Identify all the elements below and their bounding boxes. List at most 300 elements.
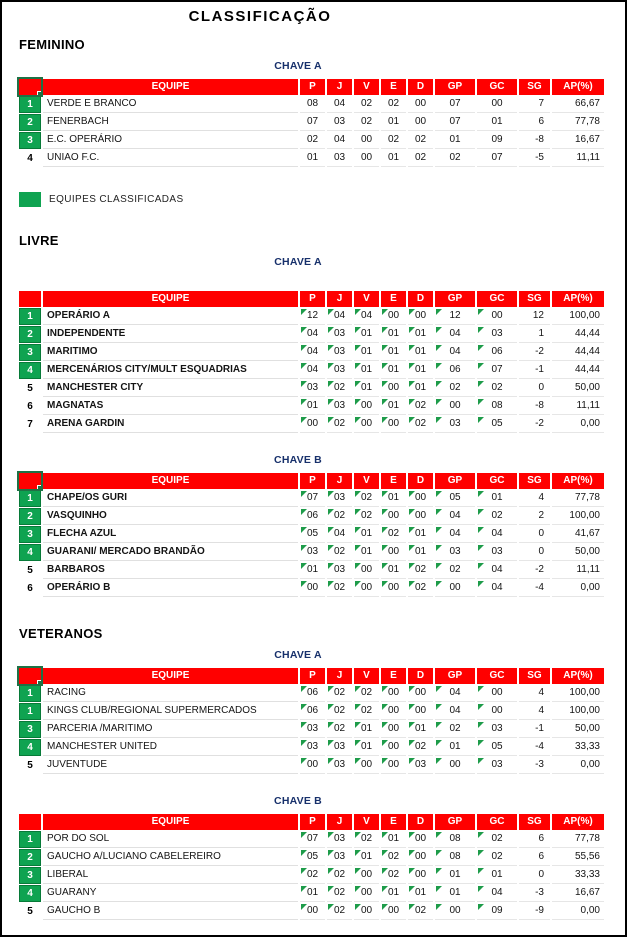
stat-cell[interactable]: 00 — [408, 867, 433, 884]
stat-cell[interactable]: 00 — [477, 685, 517, 702]
stat-header-cell[interactable]: D — [408, 291, 433, 307]
position-cell[interactable]: 1 — [19, 96, 41, 113]
stat-header-cell[interactable]: V — [354, 668, 379, 684]
team-cell[interactable]: MAGNATAS — [43, 398, 298, 415]
stat-cell[interactable]: 03 — [300, 544, 325, 561]
stat-cell[interactable]: 03 — [477, 326, 517, 343]
stat-cell[interactable]: 04 — [435, 344, 475, 361]
stat-cell[interactable]: 04 — [327, 526, 352, 543]
stat-cell[interactable]: 03 — [300, 739, 325, 756]
stat-cell[interactable]: 00 — [354, 757, 379, 774]
team-cell[interactable]: PARCERIA /MARITIMO — [43, 721, 298, 738]
stat-cell[interactable]: -1 — [519, 362, 550, 379]
stat-cell[interactable]: 02 — [477, 831, 517, 848]
stat-cell[interactable]: 00 — [435, 580, 475, 597]
team-cell[interactable]: VERDE E BRANCO — [43, 96, 298, 113]
stat-cell[interactable]: 00 — [408, 308, 433, 325]
team-cell[interactable]: GUARANY — [43, 885, 298, 902]
stat-cell[interactable]: 00 — [477, 703, 517, 720]
stat-cell[interactable]: 01 — [408, 885, 433, 902]
stat-header-cell[interactable]: J — [327, 291, 352, 307]
stat-cell[interactable]: 0,00 — [552, 757, 604, 774]
position-cell[interactable]: 1 — [19, 308, 41, 325]
stat-cell[interactable]: 02 — [300, 867, 325, 884]
stat-cell[interactable]: 55,56 — [552, 849, 604, 866]
stat-cell[interactable]: 01 — [354, 344, 379, 361]
stat-cell[interactable]: 02 — [354, 114, 379, 131]
stat-cell[interactable]: 01 — [354, 362, 379, 379]
stat-cell[interactable]: 01 — [408, 326, 433, 343]
stat-cell[interactable]: 01 — [354, 326, 379, 343]
stat-header-cell[interactable]: E — [381, 473, 406, 489]
stat-cell[interactable]: 00 — [354, 903, 379, 920]
stat-cell[interactable]: 07 — [477, 150, 517, 167]
stat-header-cell[interactable]: D — [408, 79, 433, 95]
stat-cell[interactable]: 01 — [381, 562, 406, 579]
stat-header-cell[interactable]: E — [381, 291, 406, 307]
stat-cell[interactable]: 01 — [408, 380, 433, 397]
team-cell[interactable]: POR DO SOL — [43, 831, 298, 848]
stat-cell[interactable]: 08 — [477, 398, 517, 415]
stat-cell[interactable]: -2 — [519, 416, 550, 433]
stat-cell[interactable]: 12 — [519, 308, 550, 325]
team-cell[interactable]: MANCHESTER CITY — [43, 380, 298, 397]
stat-cell[interactable]: 12 — [435, 308, 475, 325]
stat-header-cell[interactable]: V — [354, 291, 379, 307]
stat-cell[interactable]: 01 — [477, 490, 517, 507]
stat-cell[interactable]: 00 — [408, 508, 433, 525]
stat-cell[interactable]: 03 — [327, 739, 352, 756]
stat-cell[interactable]: 08 — [435, 849, 475, 866]
stat-cell[interactable]: 100,00 — [552, 508, 604, 525]
stat-cell[interactable]: 4 — [519, 685, 550, 702]
stat-cell[interactable]: 03 — [327, 490, 352, 507]
stat-cell[interactable]: 01 — [381, 344, 406, 361]
stat-header-cell[interactable]: D — [408, 668, 433, 684]
stat-cell[interactable]: 00 — [381, 580, 406, 597]
stat-cell[interactable]: 03 — [477, 721, 517, 738]
stat-cell[interactable]: 02 — [408, 416, 433, 433]
stat-cell[interactable]: 01 — [435, 739, 475, 756]
stat-cell[interactable]: 02 — [354, 96, 379, 113]
stat-cell[interactable]: 03 — [327, 849, 352, 866]
stat-header-cell[interactable]: SG — [519, 668, 550, 684]
stat-header-cell[interactable]: P — [300, 668, 325, 684]
stat-cell[interactable]: 04 — [300, 344, 325, 361]
stat-cell[interactable]: 06 — [300, 508, 325, 525]
stat-header-cell[interactable]: SG — [519, 79, 550, 95]
stat-cell[interactable]: -2 — [519, 344, 550, 361]
team-cell[interactable]: GUARANI/ MERCADO BRANDÃO — [43, 544, 298, 561]
stat-cell[interactable]: -4 — [519, 739, 550, 756]
position-cell[interactable]: 6 — [27, 582, 33, 594]
stat-cell[interactable]: 01 — [354, 849, 379, 866]
stat-header-cell[interactable]: GP — [435, 79, 475, 95]
stat-cell[interactable]: 01 — [354, 544, 379, 561]
stat-header-cell[interactable]: V — [354, 814, 379, 830]
stat-cell[interactable]: 02 — [327, 703, 352, 720]
stat-cell[interactable]: 00 — [408, 703, 433, 720]
stat-cell[interactable]: 00 — [408, 831, 433, 848]
stat-header-cell[interactable]: GP — [435, 473, 475, 489]
corner-cell[interactable] — [19, 668, 41, 684]
stat-cell[interactable]: 01 — [354, 380, 379, 397]
stat-cell[interactable]: 77,78 — [552, 831, 604, 848]
stat-cell[interactable]: 07 — [300, 831, 325, 848]
stat-cell[interactable]: 02 — [381, 849, 406, 866]
stat-header-cell[interactable]: E — [381, 814, 406, 830]
team-cell[interactable]: MARITIMO — [43, 344, 298, 361]
stat-cell[interactable]: 01 — [435, 885, 475, 902]
stat-header-cell[interactable]: SG — [519, 291, 550, 307]
position-cell[interactable]: 4 — [19, 739, 41, 756]
stat-cell[interactable]: -8 — [519, 398, 550, 415]
position-cell[interactable]: 4 — [27, 152, 33, 164]
stat-cell[interactable]: -3 — [519, 885, 550, 902]
stat-cell[interactable]: 04 — [477, 562, 517, 579]
stat-cell[interactable]: 07 — [300, 490, 325, 507]
stat-cell[interactable]: 02 — [435, 150, 475, 167]
stat-cell[interactable]: 04 — [435, 703, 475, 720]
team-cell[interactable]: ARENA GARDIN — [43, 416, 298, 433]
stat-cell[interactable]: 00 — [300, 757, 325, 774]
position-cell[interactable]: 3 — [19, 867, 41, 884]
team-cell[interactable]: E.C. OPERÁRIO — [43, 132, 298, 149]
stat-cell[interactable]: 04 — [477, 526, 517, 543]
stat-cell[interactable]: 00 — [300, 416, 325, 433]
stat-header-cell[interactable]: E — [381, 668, 406, 684]
equipe-header-cell[interactable]: EQUIPE — [43, 814, 298, 830]
stat-cell[interactable]: 00 — [381, 544, 406, 561]
corner-cell[interactable] — [19, 814, 41, 830]
stat-cell[interactable]: 02 — [327, 416, 352, 433]
stat-cell[interactable]: 04 — [477, 885, 517, 902]
stat-cell[interactable]: 00 — [435, 398, 475, 415]
stat-cell[interactable]: 06 — [300, 685, 325, 702]
team-cell[interactable]: GAUCHO A/LUCIANO CABELEREIRO — [43, 849, 298, 866]
stat-cell[interactable]: 11,11 — [552, 562, 604, 579]
stat-cell[interactable]: 02 — [408, 903, 433, 920]
stat-cell[interactable]: 03 — [300, 380, 325, 397]
stat-cell[interactable]: 33,33 — [552, 867, 604, 884]
stat-cell[interactable]: 00 — [381, 721, 406, 738]
stat-cell[interactable]: 00 — [408, 490, 433, 507]
stat-cell[interactable]: 07 — [435, 114, 475, 131]
stat-header-cell[interactable]: P — [300, 291, 325, 307]
stat-cell[interactable]: 00 — [381, 508, 406, 525]
stat-cell[interactable]: 08 — [435, 831, 475, 848]
stat-cell[interactable]: 00 — [381, 739, 406, 756]
stat-cell[interactable]: 01 — [435, 132, 475, 149]
stat-cell[interactable]: 01 — [408, 362, 433, 379]
position-cell[interactable]: 4 — [19, 885, 41, 902]
stat-cell[interactable]: 03 — [477, 544, 517, 561]
stat-cell[interactable]: 02 — [354, 685, 379, 702]
position-cell[interactable]: 1 — [19, 831, 41, 848]
stat-cell[interactable]: 03 — [327, 757, 352, 774]
stat-cell[interactable]: -9 — [519, 903, 550, 920]
corner-cell[interactable] — [19, 473, 41, 489]
stat-cell[interactable]: 00 — [354, 885, 379, 902]
stat-header-cell[interactable]: AP(%) — [552, 814, 604, 830]
stat-cell[interactable]: 03 — [435, 544, 475, 561]
stat-cell[interactable]: 07 — [435, 96, 475, 113]
team-cell[interactable]: FENERBACH — [43, 114, 298, 131]
stat-cell[interactable]: 4 — [519, 490, 550, 507]
stat-cell[interactable]: 100,00 — [552, 308, 604, 325]
position-cell[interactable]: 3 — [19, 132, 41, 149]
stat-cell[interactable]: 04 — [327, 308, 352, 325]
stat-cell[interactable]: 50,00 — [552, 380, 604, 397]
stat-header-cell[interactable]: GC — [477, 291, 517, 307]
position-cell[interactable]: 5 — [27, 759, 33, 771]
team-cell[interactable]: UNIAO F.C. — [43, 150, 298, 167]
stat-cell[interactable]: 01 — [408, 544, 433, 561]
team-cell[interactable]: LIBERAL — [43, 867, 298, 884]
position-cell[interactable]: 5 — [27, 905, 33, 917]
stat-cell[interactable]: 02 — [477, 380, 517, 397]
team-cell[interactable]: FLECHA AZUL — [43, 526, 298, 543]
stat-cell[interactable]: 07 — [300, 114, 325, 131]
stat-header-cell[interactable]: SG — [519, 473, 550, 489]
stat-cell[interactable]: -2 — [519, 562, 550, 579]
stat-cell[interactable]: 00 — [408, 114, 433, 131]
position-cell[interactable]: 2 — [19, 508, 41, 525]
stat-cell[interactable]: 00 — [408, 849, 433, 866]
position-cell[interactable]: 2 — [19, 849, 41, 866]
stat-header-cell[interactable]: AP(%) — [552, 473, 604, 489]
position-cell[interactable]: 7 — [27, 418, 33, 430]
stat-cell[interactable]: 00 — [477, 96, 517, 113]
stat-cell[interactable]: 01 — [381, 831, 406, 848]
position-cell[interactable]: 6 — [27, 400, 33, 412]
stat-header-cell[interactable]: J — [327, 668, 352, 684]
stat-cell[interactable]: 02 — [327, 903, 352, 920]
stat-header-cell[interactable]: P — [300, 814, 325, 830]
stat-cell[interactable]: 02 — [327, 580, 352, 597]
stat-cell[interactable]: 00 — [354, 580, 379, 597]
team-cell[interactable]: OPERÁRIO A — [43, 308, 298, 325]
stat-cell[interactable]: 02 — [408, 580, 433, 597]
position-cell[interactable]: 1 — [19, 490, 41, 507]
position-cell[interactable]: 2 — [19, 326, 41, 343]
stat-cell[interactable]: 01 — [477, 114, 517, 131]
stat-cell[interactable]: 01 — [300, 150, 325, 167]
stat-header-cell[interactable]: GP — [435, 668, 475, 684]
stat-cell[interactable]: 06 — [300, 703, 325, 720]
stat-header-cell[interactable]: D — [408, 473, 433, 489]
stat-cell[interactable]: 04 — [435, 508, 475, 525]
stat-cell[interactable]: 0,00 — [552, 416, 604, 433]
stat-cell[interactable]: 03 — [327, 326, 352, 343]
team-cell[interactable]: VASQUINHO — [43, 508, 298, 525]
stat-cell[interactable]: 02 — [327, 885, 352, 902]
stat-cell[interactable]: 02 — [300, 132, 325, 149]
stat-header-cell[interactable]: AP(%) — [552, 291, 604, 307]
stat-header-cell[interactable]: D — [408, 814, 433, 830]
stat-cell[interactable]: 03 — [327, 831, 352, 848]
stat-cell[interactable]: 00 — [381, 903, 406, 920]
stat-cell[interactable]: 00 — [477, 308, 517, 325]
stat-cell[interactable]: 00 — [435, 757, 475, 774]
stat-header-cell[interactable]: GP — [435, 814, 475, 830]
stat-cell[interactable]: 7 — [519, 96, 550, 113]
stat-cell[interactable]: 02 — [327, 685, 352, 702]
position-cell[interactable]: 1 — [19, 685, 41, 702]
stat-cell[interactable]: 100,00 — [552, 703, 604, 720]
stat-cell[interactable]: 03 — [435, 416, 475, 433]
stat-cell[interactable]: 07 — [477, 362, 517, 379]
stat-cell[interactable]: 04 — [435, 526, 475, 543]
stat-cell[interactable]: 00 — [408, 685, 433, 702]
stat-cell[interactable]: 02 — [354, 703, 379, 720]
position-cell[interactable]: 4 — [19, 362, 41, 379]
stat-cell[interactable]: 01 — [381, 326, 406, 343]
stat-cell[interactable]: 01 — [300, 885, 325, 902]
stat-cell[interactable]: 00 — [381, 757, 406, 774]
corner-cell[interactable] — [19, 291, 41, 307]
position-cell[interactable]: 5 — [27, 564, 33, 576]
stat-cell[interactable]: -5 — [519, 150, 550, 167]
stat-cell[interactable]: 09 — [477, 132, 517, 149]
stat-cell[interactable]: 0 — [519, 526, 550, 543]
stat-cell[interactable]: 00 — [354, 562, 379, 579]
stat-cell[interactable]: 00 — [381, 416, 406, 433]
stat-cell[interactable]: 00 — [354, 150, 379, 167]
stat-cell[interactable]: 06 — [435, 362, 475, 379]
stat-cell[interactable]: 03 — [327, 114, 352, 131]
stat-cell[interactable]: 02 — [408, 562, 433, 579]
stat-cell[interactable]: 11,11 — [552, 398, 604, 415]
stat-header-cell[interactable]: J — [327, 814, 352, 830]
stat-cell[interactable]: 04 — [327, 132, 352, 149]
stat-header-cell[interactable]: J — [327, 79, 352, 95]
stat-header-cell[interactable]: AP(%) — [552, 79, 604, 95]
stat-cell[interactable]: 01 — [381, 114, 406, 131]
stat-cell[interactable]: 50,00 — [552, 721, 604, 738]
team-cell[interactable]: JUVENTUDE — [43, 757, 298, 774]
stat-cell[interactable]: 02 — [408, 150, 433, 167]
stat-cell[interactable]: 44,44 — [552, 362, 604, 379]
stat-header-cell[interactable]: GC — [477, 473, 517, 489]
equipe-header-cell[interactable]: EQUIPE — [43, 473, 298, 489]
stat-cell[interactable]: 77,78 — [552, 114, 604, 131]
stat-cell[interactable]: -1 — [519, 721, 550, 738]
stat-cell[interactable]: 03 — [327, 398, 352, 415]
stat-cell[interactable]: 01 — [300, 562, 325, 579]
stat-cell[interactable]: 01 — [408, 344, 433, 361]
stat-header-cell[interactable]: E — [381, 79, 406, 95]
stat-cell[interactable]: 05 — [477, 416, 517, 433]
stat-cell[interactable]: 04 — [477, 580, 517, 597]
position-cell[interactable]: 2 — [19, 114, 41, 131]
stat-cell[interactable]: 01 — [381, 885, 406, 902]
stat-cell[interactable]: 0,00 — [552, 903, 604, 920]
stat-header-cell[interactable]: GC — [477, 814, 517, 830]
team-cell[interactable]: MANCHESTER UNITED — [43, 739, 298, 756]
stat-cell[interactable]: 05 — [300, 849, 325, 866]
stat-cell[interactable]: 02 — [381, 96, 406, 113]
stat-cell[interactable]: 02 — [327, 867, 352, 884]
stat-cell[interactable]: 04 — [354, 308, 379, 325]
equipe-header-cell[interactable]: EQUIPE — [43, 79, 298, 95]
stat-cell[interactable]: 00 — [300, 903, 325, 920]
stat-cell[interactable]: 01 — [381, 490, 406, 507]
stat-cell[interactable]: 09 — [477, 903, 517, 920]
stat-cell[interactable]: 50,00 — [552, 544, 604, 561]
stat-cell[interactable]: 01 — [354, 721, 379, 738]
stat-cell[interactable]: 01 — [381, 398, 406, 415]
stat-header-cell[interactable]: GC — [477, 79, 517, 95]
stat-header-cell[interactable]: V — [354, 473, 379, 489]
stat-cell[interactable]: 01 — [408, 721, 433, 738]
stat-cell[interactable]: -4 — [519, 580, 550, 597]
stat-cell[interactable]: 00 — [381, 703, 406, 720]
stat-cell[interactable]: 01 — [477, 867, 517, 884]
stat-cell[interactable]: 1 — [519, 326, 550, 343]
stat-cell[interactable]: 04 — [435, 326, 475, 343]
stat-cell[interactable]: 01 — [435, 867, 475, 884]
stat-cell[interactable]: 00 — [354, 398, 379, 415]
equipe-header-cell[interactable]: EQUIPE — [43, 291, 298, 307]
stat-cell[interactable]: 03 — [300, 721, 325, 738]
stat-cell[interactable]: 16,67 — [552, 885, 604, 902]
team-cell[interactable]: OPERÁRIO B — [43, 580, 298, 597]
stat-cell[interactable]: 02 — [435, 380, 475, 397]
stat-cell[interactable]: 00 — [381, 308, 406, 325]
stat-cell[interactable]: 41,67 — [552, 526, 604, 543]
stat-cell[interactable]: 01 — [354, 739, 379, 756]
stat-cell[interactable]: 16,67 — [552, 132, 604, 149]
stat-cell[interactable]: 01 — [381, 150, 406, 167]
stat-cell[interactable]: -8 — [519, 132, 550, 149]
stat-cell[interactable]: 03 — [477, 757, 517, 774]
stat-cell[interactable]: 12 — [300, 308, 325, 325]
stat-cell[interactable]: 00 — [408, 96, 433, 113]
stat-cell[interactable]: 01 — [408, 526, 433, 543]
stat-cell[interactable]: 04 — [327, 96, 352, 113]
stat-cell[interactable]: 100,00 — [552, 685, 604, 702]
stat-header-cell[interactable]: AP(%) — [552, 668, 604, 684]
stat-cell[interactable]: 66,67 — [552, 96, 604, 113]
stat-cell[interactable]: 03 — [408, 757, 433, 774]
stat-cell[interactable]: 6 — [519, 114, 550, 131]
stat-cell[interactable]: 02 — [381, 526, 406, 543]
stat-cell[interactable]: 02 — [408, 739, 433, 756]
stat-cell[interactable]: 04 — [300, 362, 325, 379]
stat-cell[interactable]: 02 — [435, 721, 475, 738]
stat-cell[interactable]: 00 — [354, 132, 379, 149]
position-cell[interactable]: 5 — [27, 382, 33, 394]
stat-cell[interactable]: 0,00 — [552, 580, 604, 597]
stat-cell[interactable]: 02 — [327, 721, 352, 738]
stat-cell[interactable]: 05 — [300, 526, 325, 543]
stat-header-cell[interactable]: SG — [519, 814, 550, 830]
stat-cell[interactable]: 03 — [327, 150, 352, 167]
position-cell[interactable]: 3 — [19, 721, 41, 738]
position-cell[interactable]: 3 — [19, 344, 41, 361]
stat-cell[interactable]: 4 — [519, 703, 550, 720]
stat-cell[interactable]: 33,33 — [552, 739, 604, 756]
position-cell[interactable]: 3 — [19, 526, 41, 543]
stat-cell[interactable]: 04 — [300, 326, 325, 343]
stat-cell[interactable]: 02 — [477, 849, 517, 866]
stat-cell[interactable]: 02 — [327, 544, 352, 561]
stat-cell[interactable]: 05 — [477, 739, 517, 756]
team-cell[interactable]: KINGS CLUB/REGIONAL SUPERMERCADOS — [43, 703, 298, 720]
stat-cell[interactable]: 08 — [300, 96, 325, 113]
stat-cell[interactable]: 05 — [435, 490, 475, 507]
